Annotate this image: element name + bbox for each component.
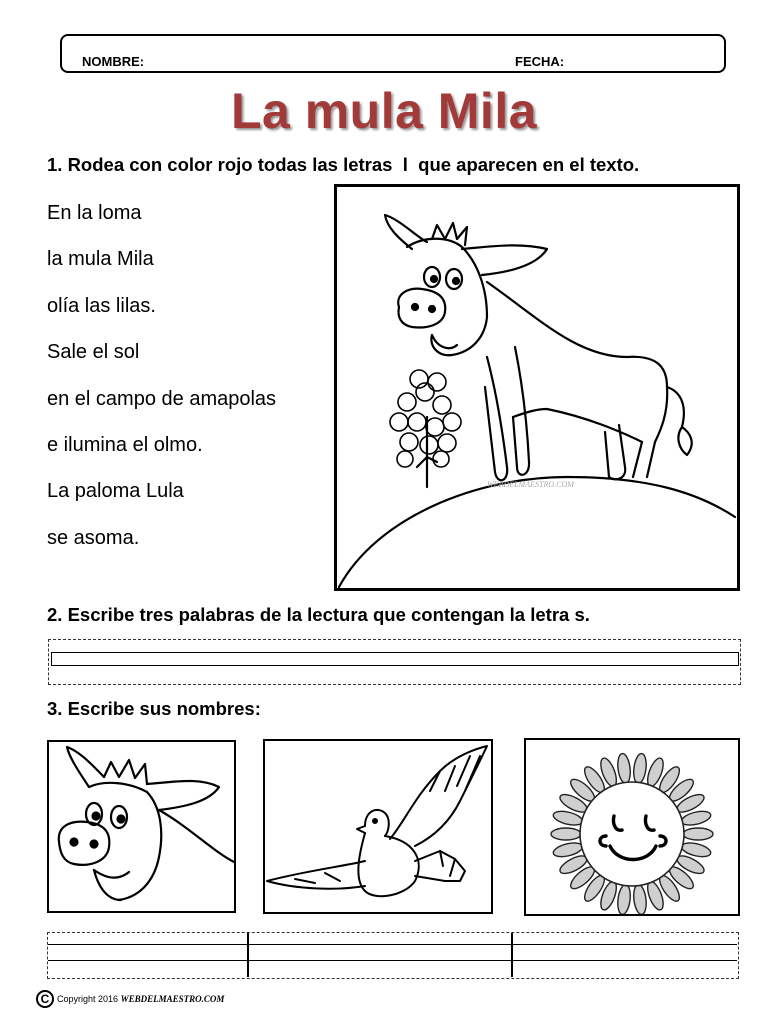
poem-line: en el campo de amapolas xyxy=(47,387,277,410)
question-2: 2. Escribe tres palabras de la lectura que contengan la letra s. xyxy=(47,604,590,625)
poem-line: En la loma xyxy=(47,202,142,224)
sun-icon xyxy=(526,740,738,914)
divider xyxy=(247,933,249,977)
name-label: NOMBRE: xyxy=(82,54,145,69)
copyright xyxy=(36,990,224,1008)
dove-icon xyxy=(265,741,491,912)
answer-box-3[interactable] xyxy=(47,932,739,979)
poem xyxy=(47,198,276,569)
question-3: 3. Escribe sus nombres: xyxy=(47,698,261,719)
header-box xyxy=(60,34,726,73)
date-label: FECHA: xyxy=(515,54,565,69)
answer-box-2[interactable] xyxy=(48,639,741,685)
divider xyxy=(511,933,513,977)
question-1 xyxy=(47,154,639,176)
image-frame-sun xyxy=(524,738,740,916)
sun-ray xyxy=(616,884,632,914)
sun-ray xyxy=(632,884,648,914)
poem-line: Sale el sol xyxy=(47,341,140,364)
writing-line-top xyxy=(48,944,737,945)
poem-line: La paloma Lula xyxy=(47,480,184,503)
donkey-with-flowers-icon xyxy=(337,187,737,588)
copyright-text: Copyright 2016 xyxy=(57,994,119,1004)
question-1-letter: l xyxy=(402,154,408,175)
donkey-head-icon xyxy=(49,742,234,911)
question-1-prefix: 1. Rodea con color rojo todas las letras xyxy=(47,154,393,175)
donkey-illustration xyxy=(334,184,740,591)
poem-line: e ilumina el olmo. xyxy=(47,433,203,456)
sun-ray xyxy=(551,828,581,840)
poem-line: se asoma. xyxy=(47,526,140,549)
sun-ray xyxy=(616,753,632,784)
sun-ray xyxy=(632,753,648,784)
image-frame-dove xyxy=(263,739,493,914)
site-name: WEBDELMAESTRO.COM xyxy=(120,994,225,1004)
image-frame-donkey xyxy=(47,740,236,913)
page-title: La mula Mila xyxy=(230,83,538,139)
watermark: WEBDELMAESTRO.COM xyxy=(487,480,574,489)
poem-line: la mula Mila xyxy=(47,248,154,271)
copyright-icon: C xyxy=(36,990,54,1008)
poem-line: olía las lilas. xyxy=(47,294,156,317)
sun-ray xyxy=(683,828,713,840)
question-1-suffix: que aparecen en el texto. xyxy=(418,154,640,175)
writing-line[interactable] xyxy=(51,652,739,666)
writing-line-bottom xyxy=(48,960,737,961)
